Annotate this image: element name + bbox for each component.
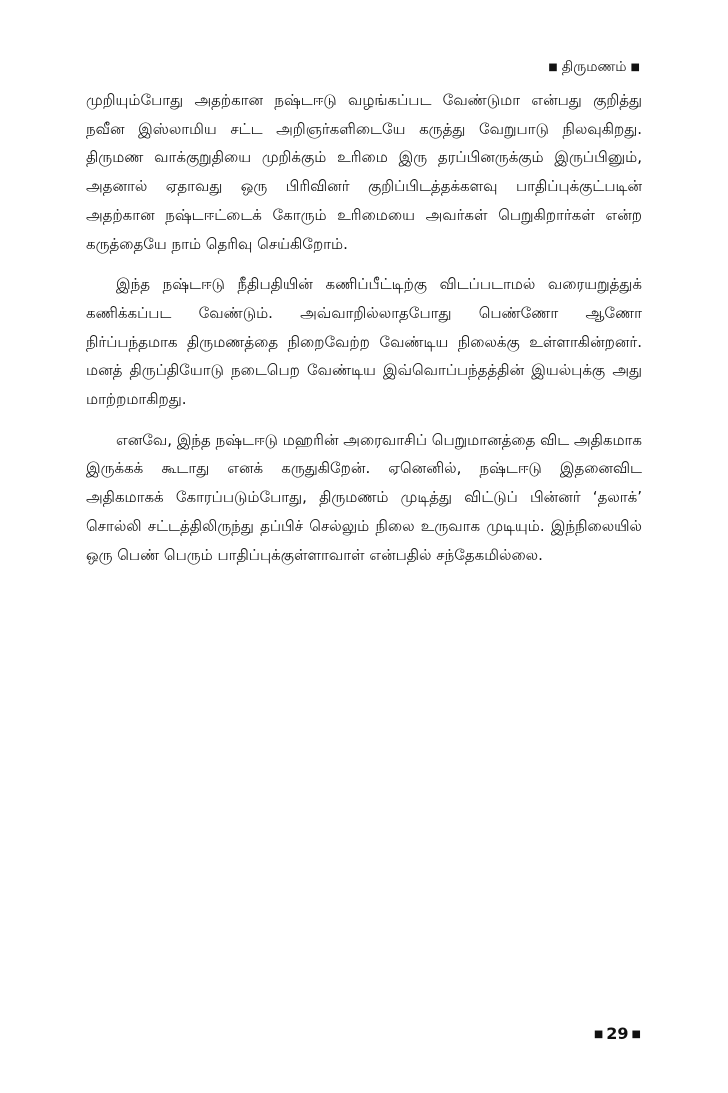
paragraph-1: முறியும்போது அதற்கான நஷ்டஈடு வழங்கப்பட வேண்டுமா என்பது குறித்து நவீன இஸ்லாமிய சட்ட அறிஞர்களிடையே கருத்து வேறுபாடு நிலவுகிறது. திருமண வாக்குறுதியை முறிக்கும் உரிமை இரு தரப்பினருக்கும் இருப்பினும், அதனால் ஏதாவது ஒரு பிரிவினர் குறிப்பிடத்தக்களவு பாதிப்புக்குட்படின் அதற்கான நஷ்டஈட்டைக் கோரும் உரிமையை அவர்கள் பெறுகிறார்கள் என்ற கருத்தையே நாம் தெரிவு செய்கிறோம். <box>86 91 642 253</box>
page-number <box>591 1024 644 1045</box>
body-text <box>86 86 642 569</box>
running-header <box>544 58 644 77</box>
footer-square-left: ■ <box>593 1029 604 1040</box>
page-number-value: 29 <box>606 1024 629 1043</box>
running-header-title: திருமணம் <box>561 59 627 75</box>
paragraph-3: எனவே, இந்த நஷ்டஈடு மஹரின் அரைவாசிப் பெறுமானத்தை விட அதிகமாக இருக்கக் கூடாது எனக் கருதுகிறேன். ஏனெனில், நஷ்டஈடு இதனைவிட அதிகமாகக் கோரப்படும்போது, திருமணம் முடித்து விட்டுப் பின்னர் ‘தலாக்’ சொல்லி சட்டத்திலிருந்து தப்பிச் செல்லும் நிலை உருவாக முடியும். இந்நிலையில் ஒரு பெண் பெரும் பாதிப்புக்குள்ளாவாள் என்பதில் சந்தேகமில்லை. <box>86 430 642 564</box>
paragraph-2: இந்த நஷ்டஈடு நீதிபதியின் கணிப்பீட்டிற்கு விடப்படாமல் வரையறுத்துக் கணிக்கப்பட வேண்டும். அவ்வாறில்லாதபோது பெண்ணோ ஆணோ நிர்ப்பந்தமாக திருமணத்தை நிறைவேற்ற வேண்டிய நிலைக்கு உள்ளாகின்றனர். மனத் திருப்தியோடு நடைபெற வேண்டிய இவ்வொப்பந்தத்தின் இயல்புக்கு அது மாற்றமாகிறது. <box>86 275 642 409</box>
footer-square-right: ■ <box>631 1029 641 1040</box>
header-square-right: ■ <box>630 62 640 73</box>
header-square-left: ■ <box>548 62 558 73</box>
